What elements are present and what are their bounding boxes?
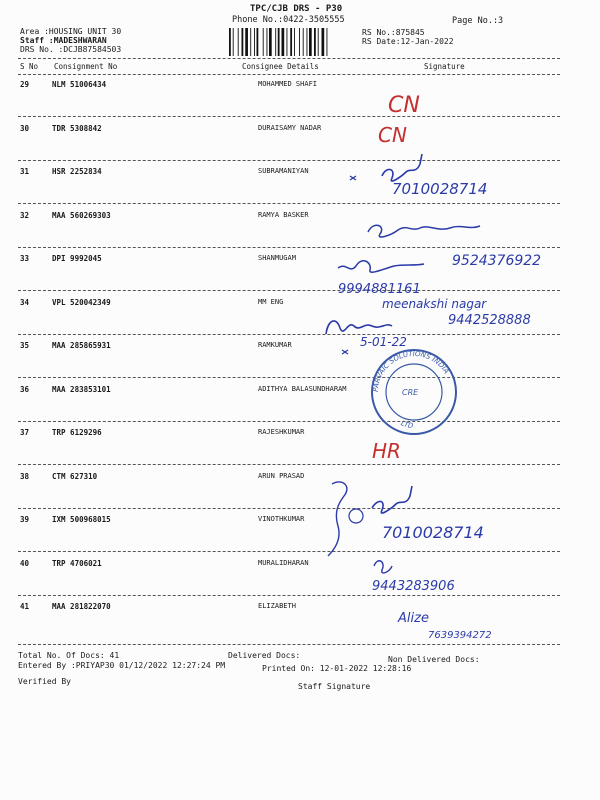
divider: [18, 58, 560, 59]
row-divider: [18, 551, 560, 552]
col-consignment-header: Consignment No: [54, 62, 118, 71]
row-consignment: TDR 5308842: [52, 123, 102, 133]
row-consignment: DPI 9992045: [52, 254, 102, 263]
page-number: Page No.:3: [452, 16, 504, 26]
row-consignee: RAMKUMAR: [258, 341, 292, 349]
svg-text:PARVAIC SOLUTIONS INDIA: [372, 350, 450, 392]
col-consignee-header: Consignee Details: [242, 62, 319, 71]
signature-scribble-r32: [368, 225, 480, 237]
printed-on: Printed On: 12-01-2022 12:28:16: [262, 664, 412, 673]
row-sno: 40: [20, 558, 30, 568]
signature-r41: Alize: [398, 611, 429, 626]
row-divider: [18, 116, 560, 117]
row-consignee: MOHAMMED SHAFI: [258, 80, 318, 88]
row-consignment: IXM 500968015: [52, 515, 111, 524]
row-sno: 33: [20, 254, 30, 263]
address-r34: meenakshi nagar: [382, 297, 487, 311]
row-consignee: VINOTHKUMAR: [258, 515, 305, 523]
row-consignee: ARUN PRASAD: [258, 471, 305, 480]
row-sno: 29: [20, 80, 30, 89]
barcode-image: [228, 28, 352, 56]
row-consignee: ELIZABETH: [258, 602, 296, 610]
staff-signature: Staff Signature: [298, 682, 371, 691]
col-sno-header: S No: [20, 62, 39, 71]
row-divider: [18, 160, 560, 161]
stamp-top-text: PARVAIC SOLUTIONS INDIA: [371, 349, 451, 393]
phone-r39: 7010028714: [382, 523, 484, 542]
row-consignment: HSR 2252834: [52, 167, 102, 176]
row-consignment: MAA 281822070: [52, 602, 111, 611]
number-r34: 5-01-22: [360, 335, 407, 349]
signature-mark-r35: [342, 350, 348, 354]
row-sno: 38: [20, 471, 30, 481]
row-consignment: MAA 560269303: [52, 210, 111, 220]
row-divider: [18, 377, 560, 378]
signature-mark-r31: [350, 176, 356, 180]
row-consignee: MURALIDHARAN: [258, 558, 309, 567]
row-sno: 31: [20, 167, 30, 176]
phone-r34: 9994881161: [338, 282, 421, 297]
row-sno: 39: [20, 515, 30, 524]
circled-mark: [349, 509, 363, 523]
drs-title: TPC/CJB DRS - P30: [250, 4, 343, 14]
row-divider: [18, 464, 560, 465]
non-delivered-docs: Non Delivered Docs:: [388, 655, 480, 664]
entered-by: Entered By :PRIYAP30 01/12/2022 12:27:24 PM: [18, 661, 226, 670]
signature-scribble-r40: [374, 561, 392, 573]
rs-date: RS Date:12-Jan-2022: [362, 37, 454, 46]
row-consignee: MM ENG: [258, 297, 284, 306]
row-consignment: NLM 51006434: [52, 80, 107, 89]
phone2-r34: 9442528888: [448, 313, 531, 328]
phone-r40: 9443283906: [372, 579, 455, 594]
phone-number: Phone No.:0422-3505555: [232, 15, 345, 25]
row-consignment: VPL 520042349: [52, 297, 111, 307]
row-sno: 35: [20, 341, 30, 350]
row-consignee: DURAISAMY NADAR: [258, 123, 322, 132]
row-consignee: SUBRAMANIYAN: [258, 167, 309, 175]
row-divider: [18, 290, 560, 291]
row-sno: 34: [20, 297, 30, 307]
row-sno: 30: [20, 123, 30, 133]
row-divider: [18, 203, 560, 204]
row-consignee: ADITHYA BALASUNDHARAM: [258, 384, 347, 393]
signature-r30: CN: [378, 123, 407, 147]
row-consignment: TRP 6129296: [52, 428, 102, 437]
area-label: Area :HOUSING UNIT 30: [20, 27, 122, 36]
row-consignment: CTM 627310: [52, 471, 98, 481]
rs-number: RS No.:875845: [362, 28, 425, 37]
signature-scribble-r38: [328, 482, 347, 556]
row-divider: [18, 247, 560, 248]
row-sno: 37: [20, 428, 30, 437]
signature-r37: HR: [372, 439, 401, 463]
divider: [18, 644, 560, 645]
divider: [18, 74, 560, 75]
row-consignee: SHANMUGAM: [258, 254, 296, 262]
stamp-bottom-text: LTD: [399, 419, 414, 431]
total-docs: Total No. Of Docs: 41: [18, 651, 120, 660]
verified-by: Verified By: [18, 677, 71, 686]
row-divider: [18, 421, 560, 422]
row-consignee: RAJESHKUMAR: [258, 428, 305, 436]
row-divider: [18, 595, 560, 596]
stamp-middle-text: CRE: [402, 388, 419, 397]
row-consignment: TRP 4706021: [52, 558, 102, 568]
signature-scribble-r31: [382, 154, 422, 181]
row-sno: 36: [20, 384, 30, 394]
delivered-docs: Delivered Docs:: [228, 651, 301, 660]
row-sno: 41: [20, 602, 30, 611]
phone-r31: 7010028714: [392, 180, 488, 198]
signature-scribble-r33: [338, 261, 424, 272]
phone-r33: 9524376922: [452, 253, 542, 269]
row-sno: 32: [20, 210, 30, 220]
col-signature-header: Signature: [424, 62, 465, 71]
phone-r41: 7639394272: [428, 630, 492, 641]
signature-r29: CN: [388, 93, 420, 118]
row-divider: [18, 508, 560, 509]
drs-number: DRS No. :DCJB87584503: [20, 45, 122, 54]
row-consignment: MAA 283853101: [52, 384, 111, 394]
row-divider: [18, 334, 560, 335]
signature-scribble-r34: [326, 321, 392, 334]
signature-scribble-r39: [372, 486, 412, 513]
row-consignee: RAMYA BASKER: [258, 210, 309, 219]
row-consignment: MAA 285865931: [52, 341, 111, 350]
staff-label: Staff :MADESHWARAN: [20, 36, 107, 45]
